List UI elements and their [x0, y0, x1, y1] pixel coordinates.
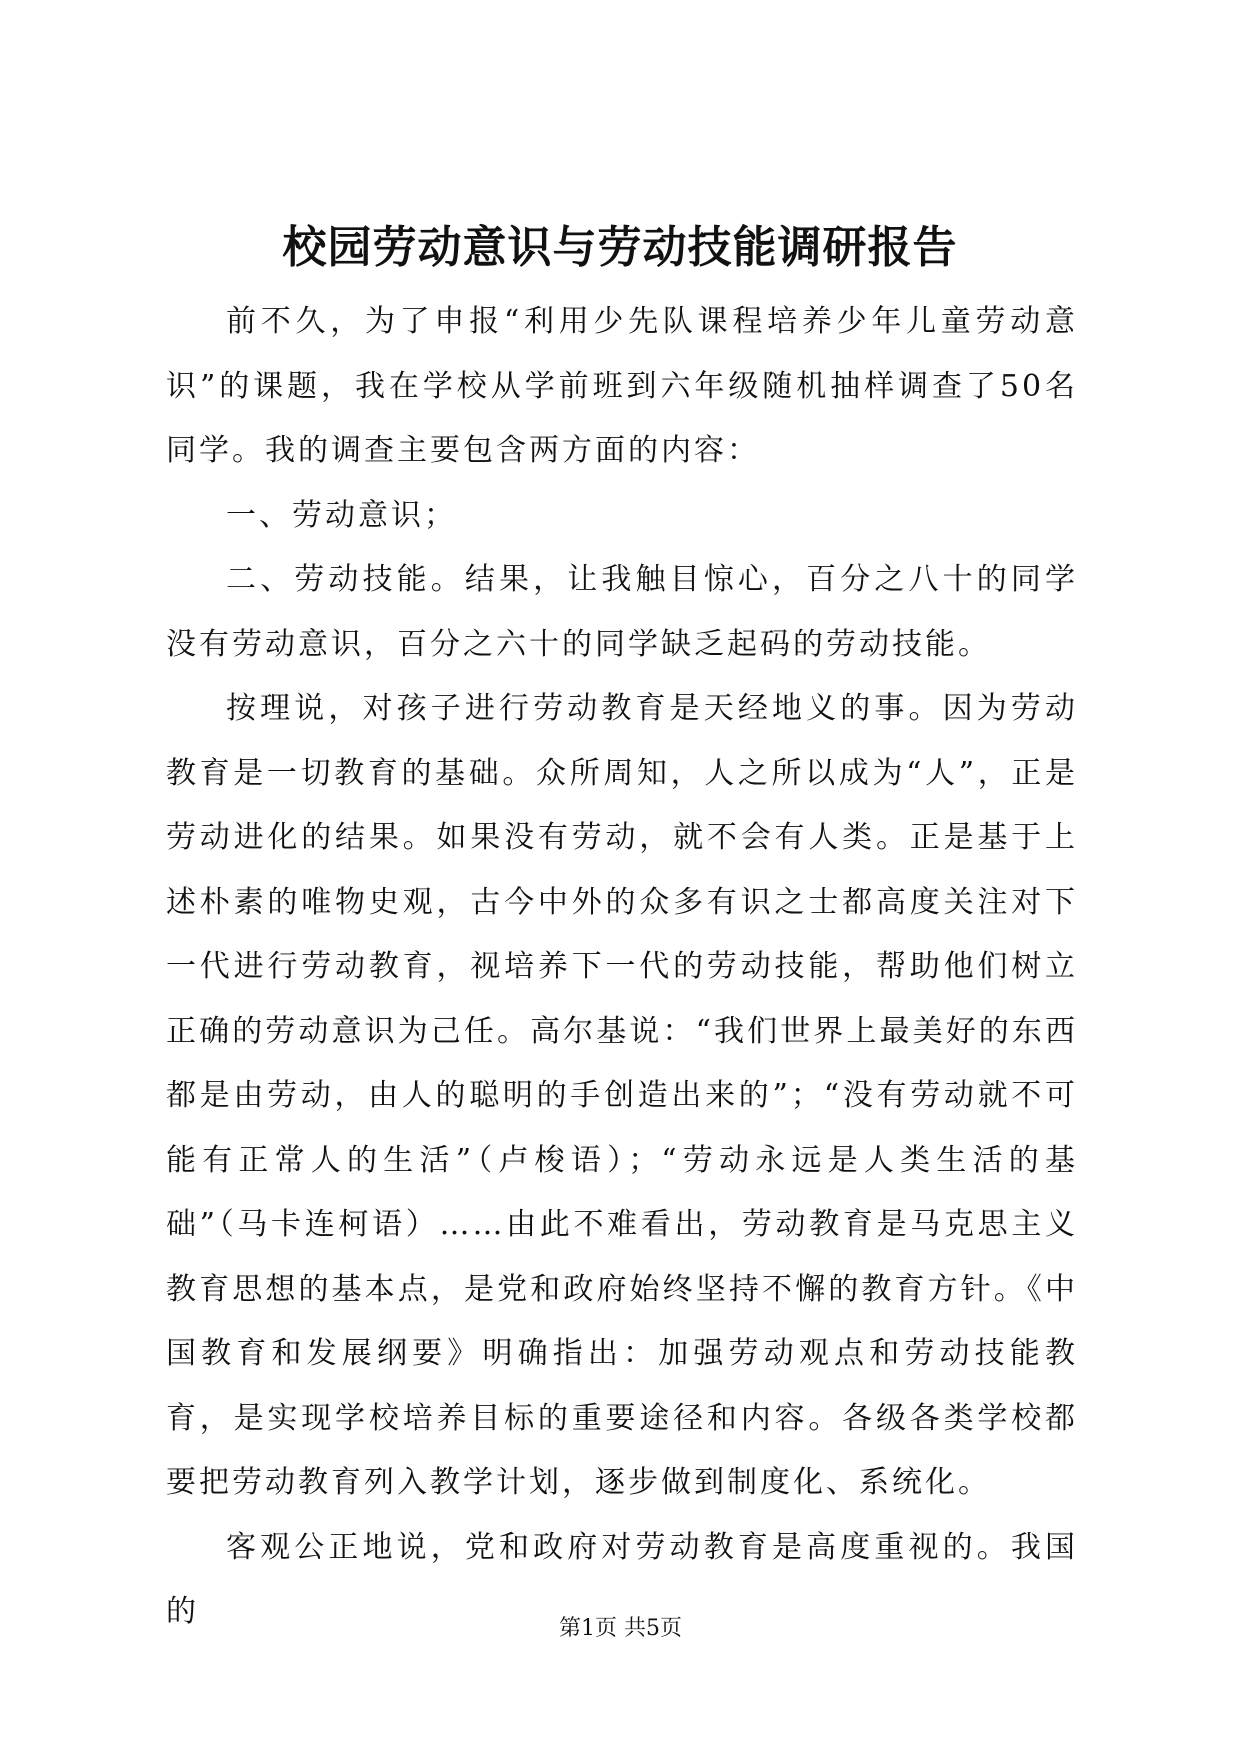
paragraph-item-2: 二、劳动技能。结果，让我触目惊心，百分之八十的同学没有劳动意识，百分之六十的同学缺乏起码的劳动技能。: [166, 562, 1078, 662]
paragraph-intro: 前不久，为了申报“利用少先队课程培养少年儿童劳动意识”的课题，我在学校从学前班到六年级随机抽样调查了50名同学。我的调查主要包含两方面的内容：: [166, 304, 1078, 468]
paragraph-labor-education: 按理说，对孩子进行劳动教育是天经地义的事。因为劳动教育是一切教育的基础。众所周知，人之所以成为“人”，正是劳动进化的结果。如果没有劳动，就不会有人类。正是基于上述朴素的唯物史观，古今中外的众多有识之士都高度关注对下一代进行劳动教育，视培养下一代的劳动技能，帮助他们树立正确的劳动意识为己任。高尔基说：“我们世界上最美好的东西都是由劳动，由人的聪明的手创造出来的”；“没有劳动就不可能有正常人的生活”（卢梭语）；“劳动永远是人类生活的基础”（马卡连柯语）……由此不难看出，劳动教育是马克思主义教育思想的基本点，是党和政府始终坚持不懈的教育方针。《中国教育和发展纲要》明确指出：加强劳动观点和劳动技能教育，是实现学校培养目标的重要途径和内容。各级各类学校都要把劳动教育列入教学计划，逐步做到制度化、系统化。: [166, 691, 1078, 1500]
document-title: 校园劳动意识与劳动技能调研报告: [282, 222, 958, 273]
paragraph-objective: 客观公正地说，党和政府对劳动教育是高度重视的。我国的: [166, 1529, 1078, 1629]
page-number-footer: 第1页 共5页: [559, 1616, 682, 1641]
paragraph-item-1: 一、劳动意识；: [226, 497, 457, 533]
document-body: [166, 290, 1078, 1645]
